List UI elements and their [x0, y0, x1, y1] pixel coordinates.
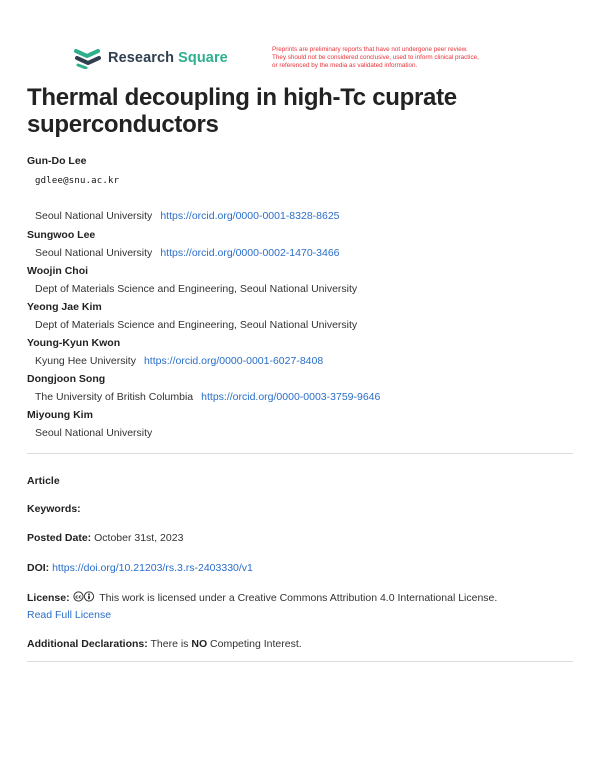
logo-word-square: Square: [178, 50, 228, 66]
research-square-logo-icon: [74, 47, 102, 69]
disclaimer-line: Preprints are preliminary reports that have not undergone peer review.: [272, 46, 468, 53]
orcid-link[interactable]: https://orcid.org/0000-0002-1470-3466: [160, 247, 340, 259]
divider: [27, 453, 573, 454]
orcid-link[interactable]: https://orcid.org/0000-0003-3759-9646: [201, 391, 381, 403]
title-line: Thermal decoupling in high-Tc cuprate: [27, 84, 457, 111]
affiliation-text: Seoul National University: [35, 247, 153, 259]
author-affiliation: [35, 391, 380, 403]
posted-date-label: Posted Date:: [27, 532, 92, 544]
additional-declarations: [27, 638, 302, 650]
author-name: Yeong Jae Kim: [27, 301, 102, 313]
author-affiliation: [35, 247, 340, 259]
disclaimer-line: They should not be considered conclusive, used to inform clinical practice,: [272, 54, 479, 61]
disclaimer-line: or referenced by the media as validated information.: [272, 62, 418, 69]
author-name: Young-Kyun Kwon: [27, 337, 121, 349]
license-label: License:: [27, 592, 70, 604]
divider: [27, 661, 573, 662]
author-name: Miyoung Kim: [27, 409, 93, 421]
doi: [27, 562, 253, 574]
article-type: [27, 475, 60, 487]
doi-label: DOI:: [27, 562, 50, 574]
author-affiliation: [35, 283, 357, 295]
license-text: This work is licensed under a Creative Commons Attribution 4.0 International License.: [99, 592, 498, 604]
svg-text:cc: cc: [74, 594, 82, 601]
orcid-link[interactable]: https://orcid.org/0000-0001-8328-8625: [160, 210, 340, 222]
affiliation-text: Dept of Materials Science and Engineering, Seoul National University: [35, 283, 358, 295]
author-affiliation: [35, 319, 357, 331]
keywords-label: Keywords:: [27, 503, 81, 515]
posted-date: [27, 532, 183, 544]
research-square-logo[interactable]: [74, 47, 228, 69]
keywords: [27, 503, 81, 515]
orcid-link[interactable]: https://orcid.org/0000-0001-6027-8408: [143, 355, 324, 367]
affiliation-text: Seoul National University: [35, 210, 153, 222]
creative-commons-icon: [73, 591, 95, 602]
author-name: Woojin Choi: [27, 265, 89, 277]
author-affiliation: [35, 210, 340, 222]
declarations-pre: There is: [150, 638, 189, 650]
logo-word-research: Research: [108, 50, 175, 66]
title-line: superconductors: [27, 111, 219, 138]
affiliation-text: Dept of Materials Science and Engineering, Seoul National University: [35, 319, 358, 331]
author-name: Gun-Do Lee: [27, 155, 87, 167]
declarations-emphasis: NO: [191, 638, 208, 650]
author-email[interactable]: gdlee@snu.ac.kr: [35, 176, 120, 186]
license: [27, 591, 497, 604]
license-link-row: [27, 609, 111, 621]
posted-date-value: October 31st, 2023: [94, 532, 184, 544]
declarations-label: Additional Declarations:: [27, 638, 148, 650]
affiliation-text: Kyung Hee University: [35, 355, 136, 367]
author-name: Dongjoon Song: [27, 373, 106, 385]
doi-link[interactable]: https://doi.org/10.21203/rs.3.rs-2403330/v1: [52, 562, 253, 574]
declarations-post: Competing Interest.: [210, 638, 302, 650]
article-type-label: Article: [27, 475, 60, 487]
author-affiliation: [35, 427, 152, 439]
affiliation-text: The University of British Columbia: [35, 391, 194, 403]
paper-title: [27, 84, 547, 138]
author-name: Sungwoo Lee: [27, 229, 96, 241]
read-full-license-link[interactable]: Read Full License: [27, 609, 112, 621]
affiliation-text: Seoul National University: [35, 427, 153, 439]
preprint-disclaimer: [272, 46, 552, 70]
author-affiliation: [35, 355, 323, 367]
